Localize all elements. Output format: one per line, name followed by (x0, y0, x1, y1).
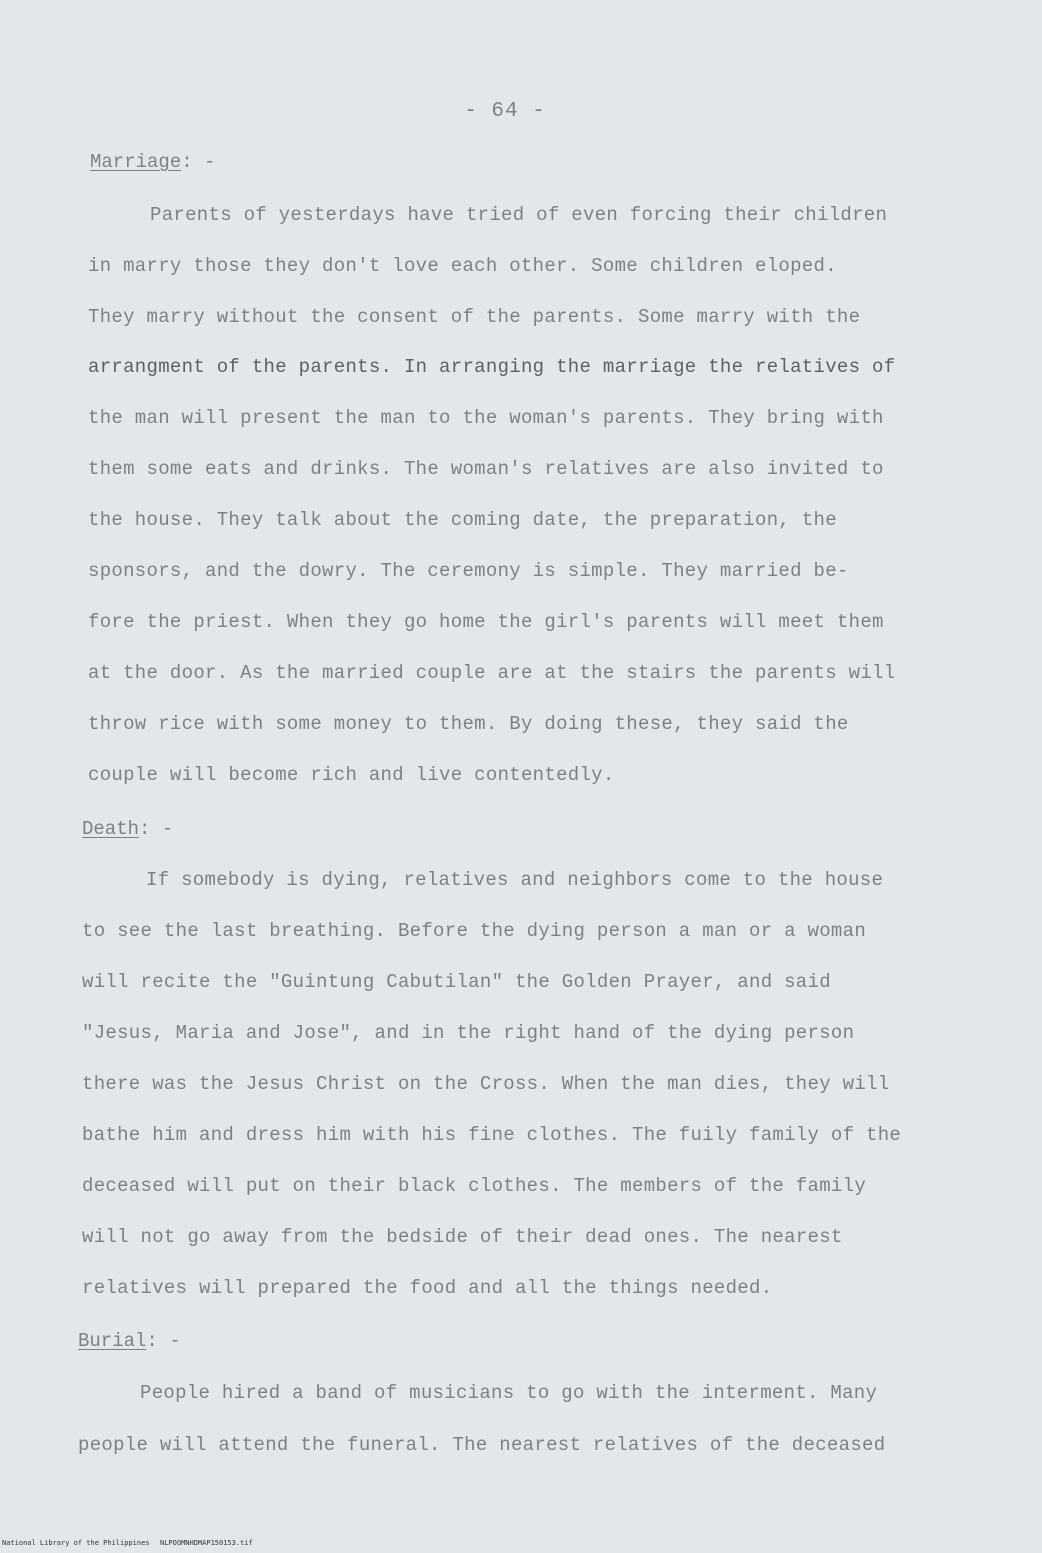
text-line: in marry those they don't love each other. Some children eloped. (88, 255, 837, 277)
footer-source-label: National Library of the Philippines (2, 1539, 150, 1547)
text-line: at the door. As the married couple are at the stairs the parents will (88, 662, 896, 684)
heading-burial-suffix: : - (146, 1330, 181, 1352)
text-line: If somebody is dying, relatives and neighbors come to the house (146, 869, 884, 891)
text-line: throw rice with some money to them. By doing these, they said the (88, 713, 849, 735)
text-line: arrangment of the parents. In arranging the marriage the relatives of (88, 356, 896, 378)
heading-burial-label: Burial (78, 1330, 147, 1352)
text-line: sponsors, and the dowry. The ceremony is simple. They married be- (88, 560, 849, 582)
text-line: to see the last breathing. Before the dying person a man or a woman (82, 920, 867, 942)
text-line: relatives will prepared the food and all the things needed. (82, 1277, 773, 1299)
text-line: bathe him and dress him with his fine clothes. The fuily family of the (82, 1124, 902, 1146)
text-line: fore the priest. When they go home the girl's parents will meet them (88, 611, 884, 633)
heading-death (82, 814, 173, 844)
text-line: people will attend the funeral. The nearest relatives of the deceased (78, 1434, 886, 1456)
text-line: the house. They talk about the coming date, the preparation, the (88, 509, 837, 531)
heading-death-suffix: : - (139, 818, 174, 840)
scan-footer (0, 1539, 1042, 1551)
text-line: deceased will put on their black clothes. The members of the family (82, 1175, 867, 1197)
heading-death-label: Death (82, 818, 140, 840)
text-line: "Jesus, Maria and Jose", and in the right hand of the dying person (82, 1022, 855, 1044)
text-line: them some eats and drinks. The woman's relatives are also invited to (88, 458, 884, 480)
footer-filename-label: NLPOOMNHDMAP150153.tif (160, 1539, 253, 1547)
text-line: will not go away from the bedside of their dead ones. The nearest (82, 1226, 843, 1248)
text-line: will recite the "Guintung Cabutilan" the Golden Prayer, and said (82, 971, 831, 993)
heading-burial (78, 1326, 181, 1356)
text-line: there was the Jesus Christ on the Cross. When the man dies, they will (82, 1073, 890, 1095)
heading-marriage-suffix: : - (181, 151, 216, 173)
text-line: the man will present the man to the woman's parents. They bring with (88, 407, 884, 429)
heading-marriage-label: Marriage (90, 151, 182, 173)
text-line: Parents of yesterdays have tried of even forcing their children (150, 204, 888, 226)
text-line: People hired a band of musicians to go with the interment. Many (140, 1382, 878, 1404)
text-line: couple will become rich and live contentedly. (88, 764, 615, 786)
page-number: - 64 - (464, 100, 546, 123)
heading-marriage (90, 147, 215, 177)
text-line: They marry without the consent of the parents. Some marry with the (88, 306, 861, 328)
